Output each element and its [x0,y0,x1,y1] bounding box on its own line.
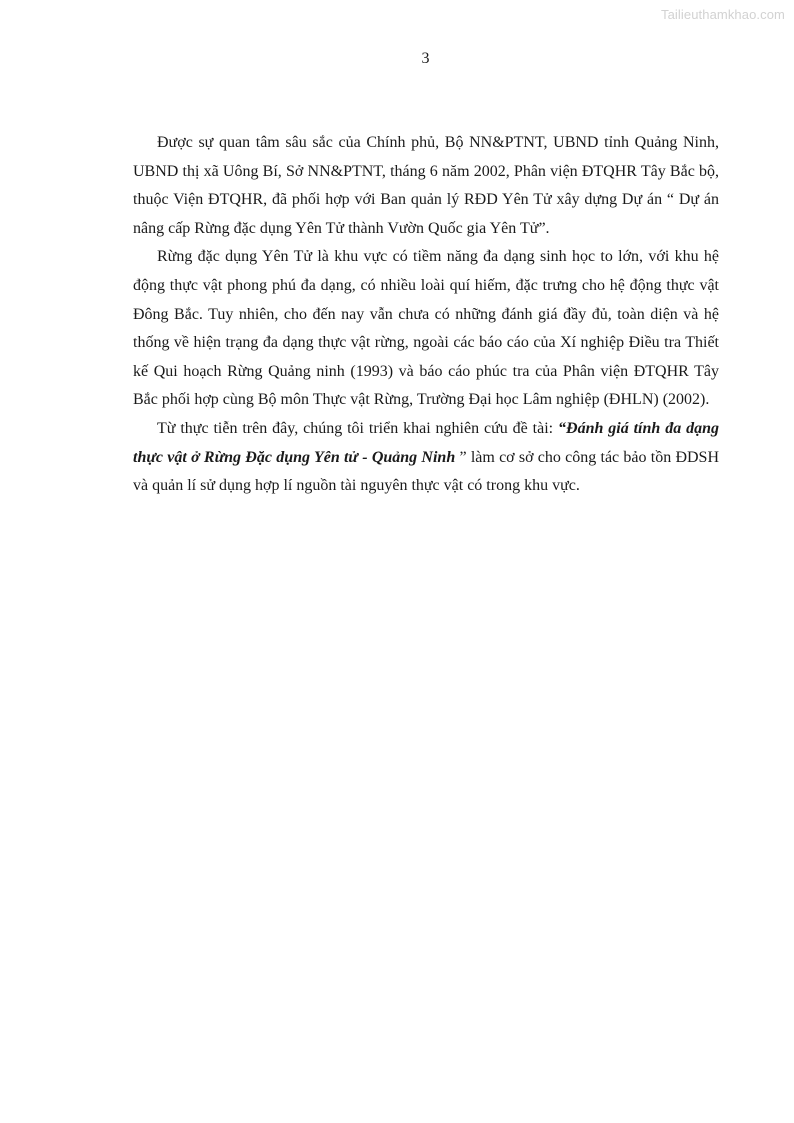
page-number: 3 [421,50,430,67]
paragraph-3-lead: Từ thực tiễn trên đây, chúng tôi triển khai nghiên cứu đề tài: [157,419,559,437]
paragraph-3 [133,415,719,501]
document-body [133,129,719,501]
paragraph-1: Được sự quan tâm sâu sắc của Chính phủ, Bộ NN&PTNT, UBND tỉnh Quảng Ninh, UBND thị xã Uông Bí, Sở NN&PTNT, tháng 6 năm 2002, Phân viện ĐTQHR Tây Bắc bộ, thuộc Viện ĐTQHR, đã phối hợp với Ban quản lý RĐD Yên Tử xây dựng Dự án “ Dự án nâng cấp Rừng đặc dụng Yên Tử thành Vườn Quốc gia Yên Tử”. [133,134,719,237]
paragraph-2: Rừng đặc dụng Yên Tử là khu vực có tiềm năng đa dạng sinh học to lớn, với khu hệ động thực vật phong phú đa dạng, có nhiều loài quí hiếm, đặc trưng cho hệ động thực vật Đông Bắc. Tuy nhiên, cho đến nay vẫn chưa có những đánh giá đầy đủ, toàn diện và hệ thống về hiện trạng đa dạng thực vật rừng, ngoài các báo cáo của Xí nghiệp Điều tra Thiết kế Qui hoạch Rừng Quảng ninh (1993) và báo cáo phúc tra của Phân viện ĐTQHR Tây Bắc phối hợp cùng Bộ môn Thực vật Rừng, Trường Đại học Lâm nghiệp (ĐHLN) (2002). [133,248,719,409]
thesis-title: “Đánh giá tính đa dạng thực vật ở Rừng Đặc dụng Yên tử - Quảng Ninh [133,419,719,466]
paragraph-3-tail: ” làm cơ sở cho công tác bảo tồn ĐDSH và quản lí sử dụng hợp lí nguồn tài nguyên thực vật có trong khu vực. [133,448,719,495]
watermark: Tailieuthamkhao.com [660,7,785,22]
